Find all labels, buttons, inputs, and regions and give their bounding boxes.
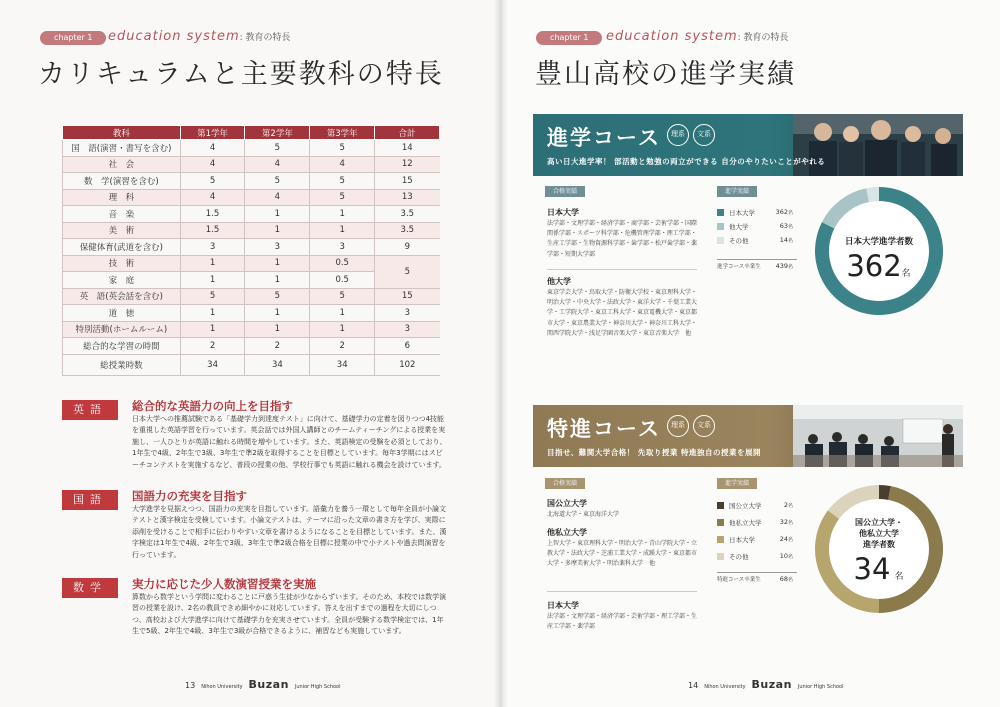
- course2-donut-unit: 名: [894, 572, 904, 582]
- col-header: 第3学年: [310, 126, 375, 140]
- divider: [547, 269, 697, 270]
- hours-cell: 2: [310, 338, 375, 355]
- hours-cell: 1: [180, 255, 245, 272]
- hours-cell: 5: [180, 173, 245, 190]
- footer-school-2: Junior High School: [797, 684, 844, 690]
- hours-cell: 5: [245, 140, 310, 157]
- table-row: [63, 140, 440, 157]
- hours-cell: 3.5: [375, 206, 440, 223]
- hours-cell: 2: [245, 338, 310, 355]
- course1-subtitle: 高い日大進学率！ 部活動と勉強の両立ができる 自分のやりたいことがやれる: [547, 157, 826, 166]
- total-label-cell: 総授業時数: [63, 354, 181, 375]
- course1-donut-value: 362: [846, 249, 902, 283]
- hours-cell: 1: [180, 321, 245, 338]
- hours-cell: 4: [180, 140, 245, 157]
- course2-h2: 他私立大学: [547, 528, 587, 537]
- classroom-photo: [793, 405, 963, 467]
- table-row: [63, 222, 440, 239]
- stat-label: 日本大学: [729, 209, 755, 217]
- subject-cell: 家 庭: [63, 272, 181, 289]
- subject-cell: 保健体育(武道を含む): [63, 239, 181, 256]
- legend-swatch: [717, 209, 724, 216]
- total-cell: 34: [245, 354, 310, 375]
- table-row: [63, 239, 440, 256]
- hours-cell: 3: [375, 305, 440, 322]
- total-cell: 34: [310, 354, 375, 375]
- hours-cell: 4: [245, 156, 310, 173]
- book-gutter: [494, 0, 508, 707]
- course1-other-text: 東京学芸大学・鳥取大学・防衛大学校・東京理科大学・明治大学・中央大学・法政大学・東洋大学・千葉工業大学・工学院大学・東京工科大学・東京電機大学・東京都市大学・東京農業大学・神奈川大学・神奈川工科大学・関西学院大学・浅足学園音楽大学・東京音楽大学 他: [547, 289, 698, 337]
- table-row: [63, 189, 440, 206]
- footer-school: Nihon University: [201, 684, 243, 690]
- divider: [717, 572, 797, 573]
- course1-stat-row: [717, 236, 797, 245]
- course1-stat-row: [717, 208, 797, 217]
- subject-cell: 数 学(演習を含む): [63, 173, 181, 190]
- course2-stat-row: [717, 501, 797, 510]
- stat-label: その他: [729, 553, 749, 561]
- hours-cell: 1.5: [180, 206, 245, 223]
- course2-donut-chart: [812, 482, 946, 616]
- hours-cell: 3: [310, 239, 375, 256]
- page-title: カリキュラムと主要教科の特長: [38, 59, 444, 90]
- table-row: [63, 321, 440, 338]
- course1-banner: [533, 114, 963, 176]
- stat-value: 32名: [779, 518, 793, 526]
- course1-tag-humanities: 文系: [693, 124, 715, 146]
- course1-stats-label: 進学実績: [717, 186, 757, 197]
- course1-grad-label: 進学コース卒業生: [717, 264, 761, 270]
- stat-label: その他: [729, 237, 749, 245]
- hours-cell: 5: [310, 189, 375, 206]
- course2-grad-value: 68名: [779, 575, 793, 583]
- legend-swatch: [717, 223, 724, 230]
- hours-cell: 0.5: [310, 272, 375, 289]
- subject-cell: 美 術: [63, 222, 181, 239]
- section-label-english: 英語: [62, 400, 118, 420]
- hours-cell: 5: [310, 173, 375, 190]
- hours-cell: 3: [180, 239, 245, 256]
- subject-cell: 道 徳: [63, 305, 181, 322]
- course2-name: 特進コース: [547, 417, 661, 441]
- hours-cell: 12: [375, 156, 440, 173]
- hours-cell: 6: [375, 338, 440, 355]
- course1-donut-unit: 名: [901, 269, 911, 279]
- stat-value: 24名: [779, 535, 793, 543]
- stat-value: 63名: [779, 222, 793, 230]
- course2-stats-label: 進学実績: [717, 478, 757, 489]
- chapter-heading: [108, 29, 291, 44]
- hours-cell: 3.5: [375, 222, 440, 239]
- legend-swatch: [717, 553, 724, 560]
- hours-cell: 1: [245, 305, 310, 322]
- course1-grad-row: [717, 262, 797, 270]
- hours-cell: 1: [245, 321, 310, 338]
- course2-tag-humanities: 文系: [693, 415, 715, 437]
- subject-cell: 社 会: [63, 156, 181, 173]
- table-row: [63, 156, 440, 173]
- section-title-math: 実力に応じた少人数演習授業を実施: [132, 577, 316, 591]
- course1-other-heading: 他大学: [547, 277, 571, 286]
- page-title: 豊山高校の進学実績: [535, 59, 796, 90]
- course2-donut-value: 34: [853, 552, 891, 586]
- table-row: [63, 173, 440, 190]
- hours-cell: 5: [310, 288, 375, 305]
- course2-results-label: 合格実績: [545, 478, 585, 489]
- hours-cell: 1: [310, 222, 375, 239]
- footer-left: [185, 678, 341, 691]
- chapter-badge: chapter 1: [536, 31, 602, 45]
- table-row: [63, 288, 440, 305]
- stat-value: 362名: [775, 208, 793, 216]
- course1-stat-row: [717, 222, 797, 231]
- stat-value: 14名: [779, 236, 793, 244]
- course2-t2: 上智大学・東京理科大学・明治大学・青山学院大学・立教大学・法政大学・芝浦工業大学・成蹊大学・東京都市大学・多摩美術大学・明治薬科大学 他: [547, 540, 698, 568]
- col-header: 第1学年: [180, 126, 245, 140]
- course1-donut-label: 日本大学進学者数: [844, 237, 914, 247]
- hours-cell: 1: [245, 206, 310, 223]
- table-row: [63, 255, 440, 272]
- course2-grad-row: [717, 575, 797, 583]
- course1-nu-text: 法学部・文理学部・経済学部・商学部・芸術学部・国際関係学部・スポーツ科学部・危機管理学部・理工学部・生産工学部・生物資源科学部・歯学部・松戸歯学部・薬学部・短期大学部: [547, 220, 698, 258]
- hours-cell: 15: [375, 288, 440, 305]
- hours-cell: 5: [180, 288, 245, 305]
- subject-cell: 英 語(英会話を含む): [63, 288, 181, 305]
- page-number: 14: [688, 681, 699, 690]
- hours-cell: 5: [245, 173, 310, 190]
- course2-tag-science: 理系: [667, 415, 689, 437]
- col-header: 合計: [375, 126, 440, 140]
- chapter-title: education system: [108, 29, 240, 44]
- chapter-badge: chapter 1: [40, 31, 106, 45]
- table-row: [63, 206, 440, 223]
- course2-banner: [533, 405, 963, 467]
- hours-cell: 1: [245, 272, 310, 289]
- chapter-jp: : 教育の特長: [239, 33, 291, 43]
- course2-donut-label-1: 国公立大学・: [855, 518, 903, 527]
- col-header: 教科: [63, 126, 181, 140]
- course2-grad-label: 特進コース卒業生: [717, 577, 761, 583]
- hours-cell: 1: [310, 206, 375, 223]
- course2-stat-row: [717, 518, 797, 527]
- course1-grad-value: 439名: [775, 262, 793, 270]
- hours-cell: 1: [180, 272, 245, 289]
- hours-cell: 2: [180, 338, 245, 355]
- section-title-japanese: 国語力の充実を目指す: [132, 489, 247, 503]
- legend-swatch: [717, 502, 724, 509]
- hours-cell: 3: [375, 321, 440, 338]
- legend-swatch: [717, 519, 724, 526]
- course2-t1: 北海道大学・東京海洋大学: [547, 511, 620, 518]
- course1-nu-heading: 日本大学: [547, 208, 579, 217]
- hours-cell: 0.5: [310, 255, 375, 272]
- col-header: 第2学年: [245, 126, 310, 140]
- divider: [717, 259, 797, 260]
- stat-label: 他私立大学: [729, 519, 762, 527]
- table-total-row: [63, 354, 440, 375]
- course1-donut-chart: [812, 184, 946, 318]
- section-body-math: 算数から数学という学問に変わることに戸惑う生徒が少なからずいます。そのため、本校では数学演習の授業を設け、2名の教員できめ細やかに対応しています。答えを出すまでの過程を大切にしつつ、高校および大学進学に向けて基礎学力を充実させています。全員が受験する数学検定では、1年生で5級、2年生で4級、3年生で3級が合格できるように、補習なども実施しています。: [132, 593, 447, 636]
- stat-label: 日本大学: [729, 536, 755, 544]
- footer-right: [688, 678, 844, 691]
- hours-cell: 4: [180, 156, 245, 173]
- course2-h3: 日本大学: [547, 601, 579, 610]
- table-row: [63, 338, 440, 355]
- subject-cell: 音 楽: [63, 206, 181, 223]
- hours-cell: 4: [245, 189, 310, 206]
- stat-value: 2名: [783, 501, 793, 509]
- course1-results-label: 合格実績: [545, 186, 585, 197]
- hours-cell: 1.5: [180, 222, 245, 239]
- subject-cell: 総合的な学習の時間: [63, 338, 181, 355]
- section-body-japanese: 大学進学を見据えつつ、国語力の充実を目指しています。語彙力を養う一環として毎年全員が小論文テストと漢字検定を受検しています。小論文テストは、テーマに沿った文章の書き方を学び、実際に添削を受けることで相手に伝わりやすい文章を書けるようになることを目標としています。また、漢字検定は1年生で4級、2年生で3級、3年生で準2級合格を目標に授業の中で小テストや過去問演習を行っています。: [132, 505, 447, 559]
- footer-brand: Buzan: [248, 678, 289, 691]
- footer-school-2: Junior High School: [294, 684, 341, 690]
- chapter-title: education system: [606, 29, 738, 44]
- course2-stat-row: [717, 552, 797, 561]
- subject-cell: 理 科: [63, 189, 181, 206]
- total-cell: 34: [180, 354, 245, 375]
- chapter-heading: [606, 29, 789, 44]
- hours-cell: 14: [375, 140, 440, 157]
- section-body-english: 日本大学への推薦試験である「基礎学力到達度テスト」に向けて、基礎学力の定着を図りつつ4技能を重視した英語学習を行っています。英会話では外国人講師とのチームティーチングによる授業を実施し、一人ひとりが英語に触れる時間を増やしています。また、英語検定の受験を必須としており、1年生で4級、2年生で3級、3年生で準2級を取得することを目標としています。毎年3学期にはスピーチコンテストを実施するなど、普段の授業の他、学校行事でも英語に触れる機会を設けています。: [132, 415, 447, 469]
- hours-cell: 15: [375, 173, 440, 190]
- course1-name: 進学コース: [547, 126, 661, 150]
- subject-cell: 特別活動(ホームルーム): [63, 321, 181, 338]
- hours-cell: 13: [375, 189, 440, 206]
- table-row: [63, 305, 440, 322]
- stat-label: 国公立大学: [729, 502, 762, 510]
- hours-cell: 1: [310, 321, 375, 338]
- hours-cell: 9: [375, 239, 440, 256]
- subject-cell: 技 術: [63, 255, 181, 272]
- course2-donut-label-2: 他私立大学: [859, 529, 899, 538]
- footer-brand: Buzan: [751, 678, 792, 691]
- section-label-japanese: 国語: [62, 490, 118, 510]
- hours-cell: 1: [245, 222, 310, 239]
- subject-cell: 国 語(演習・書写を含む): [63, 140, 181, 157]
- hours-cell: 4: [310, 156, 375, 173]
- hours-cell: 1: [245, 255, 310, 272]
- stat-label: 他大学: [729, 223, 749, 231]
- legend-swatch: [717, 237, 724, 244]
- curriculum-table: [62, 125, 440, 376]
- course2-h1: 国公立大学: [547, 499, 587, 508]
- hours-cell: 1: [180, 305, 245, 322]
- chapter-jp: : 教育の特長: [737, 33, 789, 43]
- course2-subtitle: 目指せ、難関大学合格！ 先取り授業 特進独自の授業を展開: [547, 448, 761, 457]
- section-label-math: 数学: [62, 578, 118, 598]
- total-cell: 102: [375, 354, 440, 375]
- footer-school: Nihon University: [704, 684, 746, 690]
- stat-value: 10名: [779, 552, 793, 560]
- hours-cell: 5: [375, 255, 440, 288]
- course1-tag-science: 理系: [667, 124, 689, 146]
- course2-donut-label-3: 進学者数: [863, 540, 895, 549]
- hours-cell: 5: [245, 288, 310, 305]
- table-header-row: [63, 126, 440, 140]
- hours-cell: 3: [245, 239, 310, 256]
- course2-stat-row: [717, 535, 797, 544]
- divider: [547, 591, 697, 592]
- hours-cell: 5: [310, 140, 375, 157]
- hours-cell: 1: [310, 305, 375, 322]
- page-number: 13: [185, 681, 196, 690]
- section-title-english: 総合的な英語力の向上を目指す: [132, 399, 293, 413]
- legend-swatch: [717, 536, 724, 543]
- hours-cell: 4: [180, 189, 245, 206]
- course2-t3: 法学部・文理学部・経済学部・芸術学部・理工学部・生産工学部・薬学部: [547, 613, 698, 631]
